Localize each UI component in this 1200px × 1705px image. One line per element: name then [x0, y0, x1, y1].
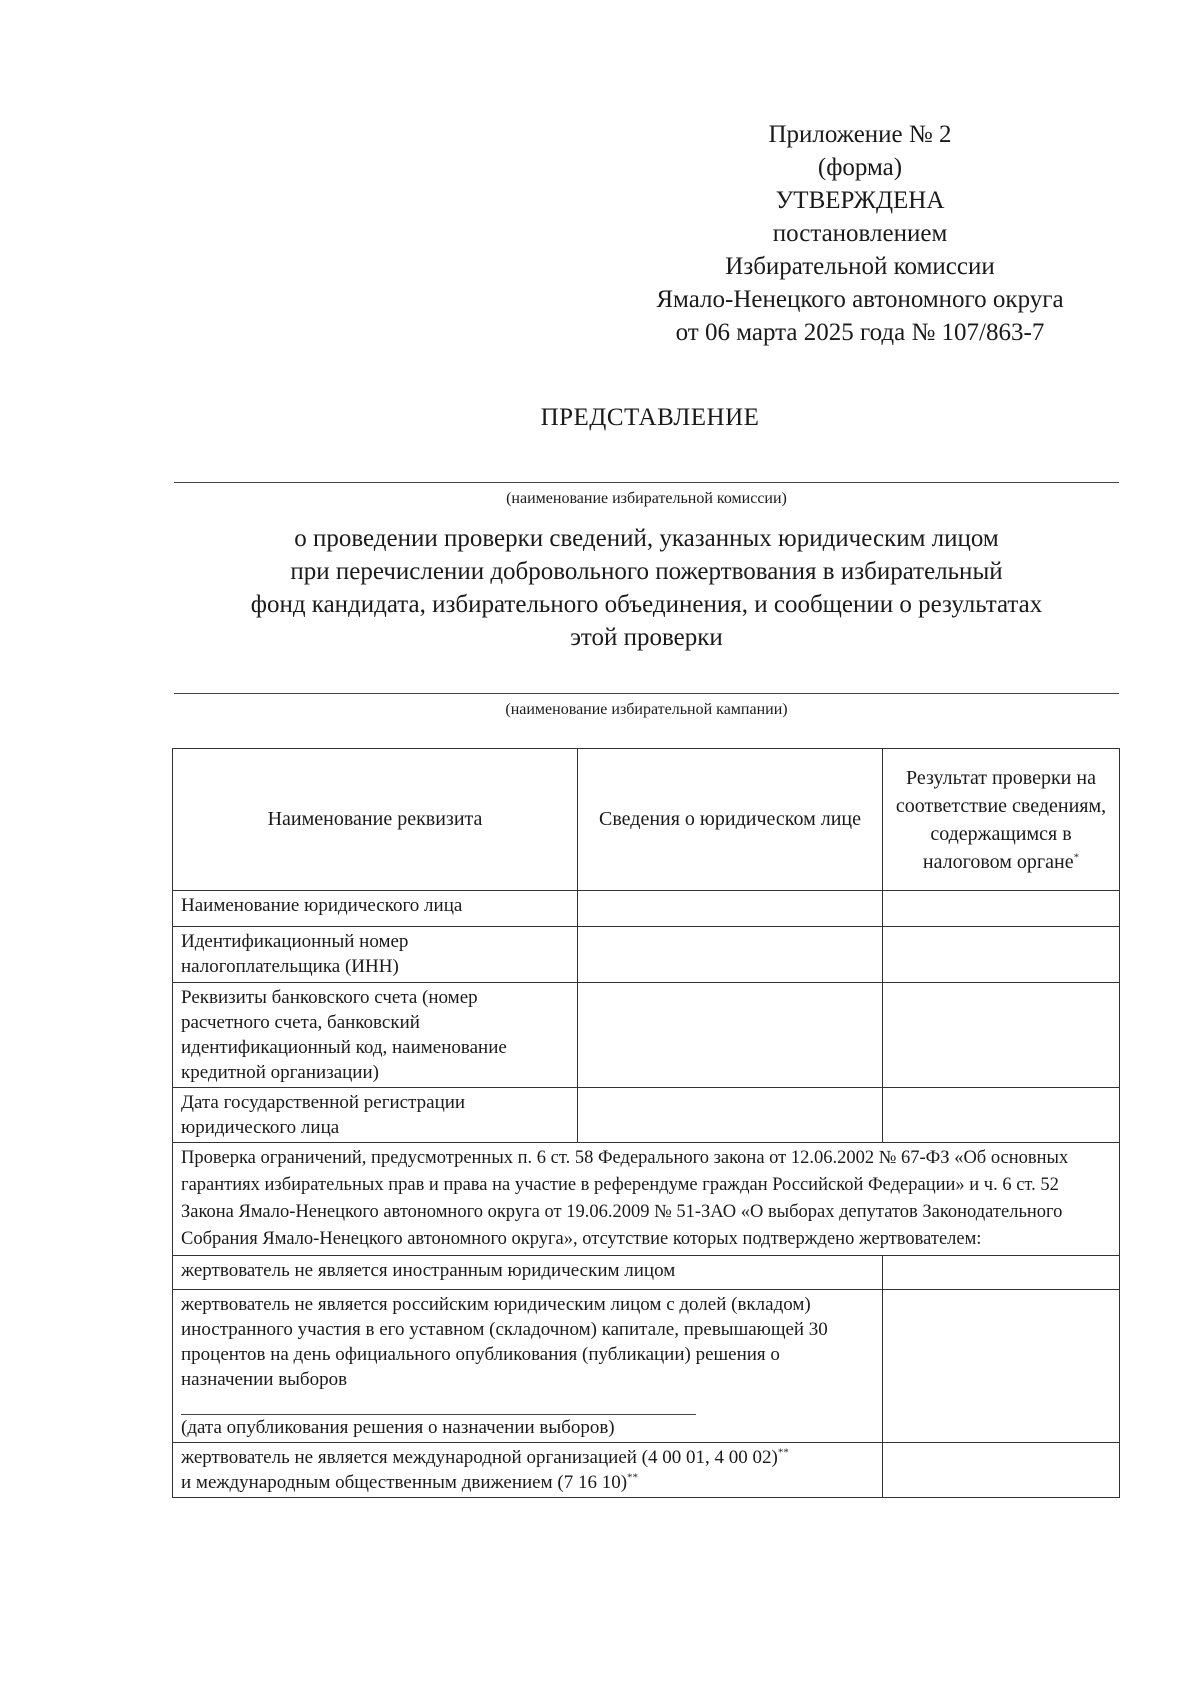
subject-line-2: при перечислении добровольного пожертвования в избирательный: [290, 558, 1003, 585]
approved-by-line: постановлением: [772, 220, 948, 247]
restriction-foreign-share: [173, 1290, 883, 1443]
legal-entity-info-cell[interactable]: [578, 891, 883, 927]
restrictions-heading-row: [173, 1143, 1120, 1256]
check-result-cell[interactable]: [883, 1088, 1120, 1143]
table-row: [173, 891, 1120, 927]
legal-entity-info-cell[interactable]: [578, 983, 883, 1088]
campaign-name-caption: (наименование избирательной кампании): [505, 701, 788, 718]
header-row: [173, 749, 1120, 891]
restriction-international-movement-text: и международным общественным движением (7 16 10): [181, 1472, 628, 1493]
appendix-block: [620, 118, 1100, 349]
table-row: [173, 927, 1120, 983]
header-requisite-name: Наименование реквизита: [173, 749, 578, 891]
campaign-name-blank: [174, 693, 1119, 694]
footnote-mark: **: [777, 1446, 789, 1459]
document-title: ПРЕДСТАВЛЕНИЕ: [540, 404, 760, 431]
header-legal-entity-info: Сведения о юридическом лице: [578, 749, 883, 891]
table-row: [173, 1256, 1120, 1290]
table-row: [173, 1290, 1120, 1443]
restriction-foreign-share-text: жертвователь не является российским юридическим лицом с долей (вкладом) иностранного участия в его уставном (складочном) капитале, превышающей 30 процентов на день официального опубликования (публикации) решения о назначении выборов: [181, 1294, 828, 1390]
row-label: Идентификационный номер налогоплательщика (ИНН): [173, 927, 578, 983]
check-result-cell[interactable]: [883, 927, 1120, 983]
legal-entity-info-cell[interactable]: [578, 927, 883, 983]
decree-date-line: от 06 марта 2025 года № 107/863-7: [675, 319, 1045, 346]
restriction-international-org: [173, 1443, 883, 1498]
subject-line-1: о проведении проверки сведений, указанных юридическим лицом: [294, 525, 999, 552]
appendix-number: Приложение № 2: [768, 121, 952, 148]
commission-name-caption: (наименование избирательной комиссии): [506, 490, 787, 507]
legal-entity-info-cell[interactable]: [578, 1088, 883, 1143]
table-row: [173, 1443, 1120, 1498]
commission-name-blank: [174, 482, 1119, 483]
subject-line-3: фонд кандидата, избирательного объединения, и сообщении о результатах: [250, 591, 1043, 618]
table-row: [173, 983, 1120, 1088]
footnote-mark: **: [627, 1471, 639, 1484]
check-result-cell[interactable]: [883, 1443, 1120, 1498]
region-line: Ямало-Ненецкого автономного округа: [656, 286, 1064, 313]
table-row: [173, 1088, 1120, 1143]
approved-label: УТВЕРЖДЕНА: [775, 187, 945, 214]
check-result-cell[interactable]: [883, 891, 1120, 927]
commission-line: Избирательной комиссии: [725, 253, 995, 280]
appendix-form-label: (форма): [817, 154, 903, 181]
subject-line-4: этой проверки: [570, 624, 723, 651]
restriction-international-org-text: жертвователь не является международной организацией (4 00 01, 4 00 02): [181, 1447, 778, 1468]
check-result-cell[interactable]: [883, 983, 1120, 1088]
publication-date-caption: (дата опубликования решения о назначении выборов): [181, 1417, 615, 1438]
restrictions-heading: Проверка ограничений, предусмотренных п. 6 ст. 58 Федерального закона от 12.06.2002 № 67-ФЗ «Об основных гарантиях избирательных прав и права на участие в референдуме граждан Российской Федерации» и ч. 6 ст. 52 Закона Ямало-Ненецкого автономного округа от 19.06.2009 № 51-ЗАО «О выборах депутатов Законодательного Собрания Ямало-Ненецкого автономного округа», отсутствие которых подтверждено жертвователем:: [173, 1143, 1120, 1256]
header-check-result-text: Результат проверки на соответствие сведениям, содержащимся в налоговом органе: [895, 766, 1107, 873]
row-label: Реквизиты банковского счета (номер расчетного счета, банковский идентификационный код, наименование кредитной организации): [173, 983, 578, 1088]
row-label: Дата государственной регистрации юридического лица: [173, 1088, 578, 1143]
row-label: Наименование юридического лица: [173, 891, 578, 927]
footnote-mark: *: [1073, 850, 1080, 863]
restriction-foreign-entity: жертвователь не является иностранным юридическим лицом: [173, 1256, 883, 1290]
verification-table: [172, 748, 1120, 1498]
check-result-cell[interactable]: [883, 1290, 1120, 1443]
subject-block: [174, 522, 1119, 654]
check-result-cell[interactable]: [883, 1256, 1120, 1290]
header-check-result: [883, 749, 1120, 891]
